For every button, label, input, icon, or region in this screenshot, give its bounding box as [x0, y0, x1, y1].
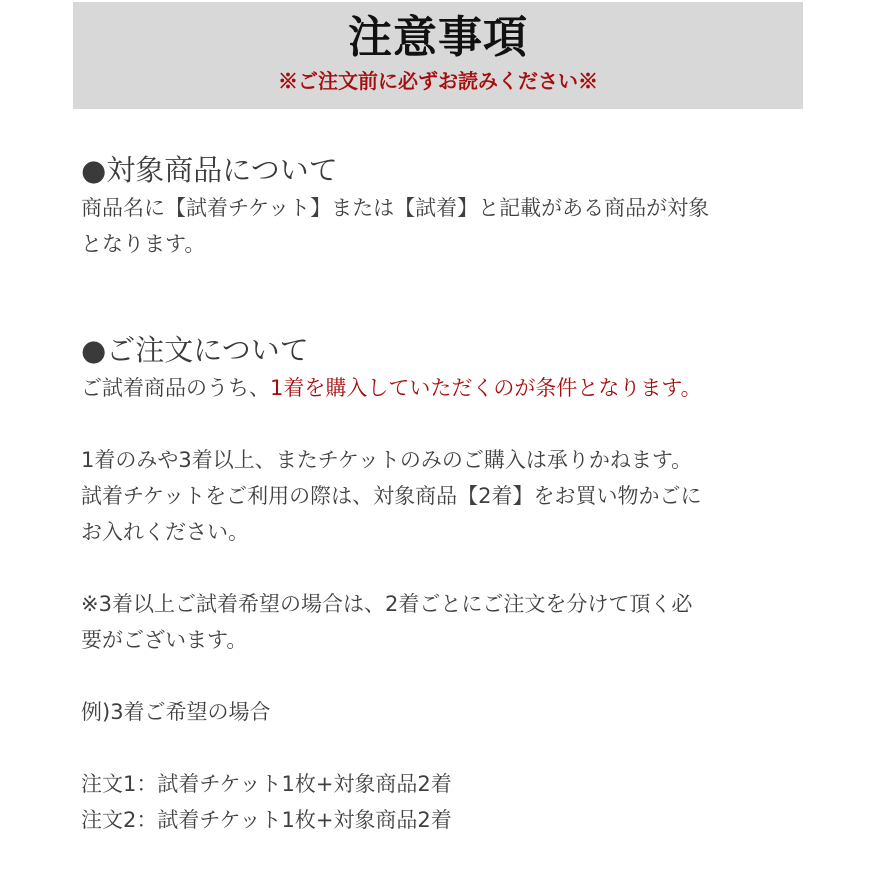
example-order-1: 注文1：試着チケット1枚+対象商品2着 [81, 772, 452, 796]
section-heading-target-products: ●対象商品について [81, 153, 338, 187]
example-title: 例)3着ご希望の場合 [81, 700, 271, 724]
spacer [81, 262, 811, 330]
section-heading-ordering: ●ご注文について [81, 333, 309, 367]
ordering-note-line-2: 要がございます。 [81, 628, 248, 652]
ordering-intro-prefix: ご試着商品のうち、 [81, 376, 270, 400]
example-order-2: 注文2：試着チケット1枚+対象商品2着 [81, 808, 452, 832]
ordering-rule-line-2: 試着チケットをご利用の際は、対象商品【2着】をお買い物かごに [81, 484, 702, 508]
ordering-rule-line-1: 1着のみや3着以上、またチケットのみのご購入は承りかねます。 [81, 448, 693, 472]
ordering-note-line-1: ※3着以上ご試着希望の場合は、2着ごとにご注文を分けて頂く必 [81, 592, 693, 616]
spacer [81, 658, 811, 694]
spacer [81, 406, 811, 442]
target-products-line-2: となります。 [81, 232, 206, 256]
ordering-rule-line-3: お入れください。 [81, 520, 249, 544]
notice-header [73, 2, 803, 109]
ordering-intro [81, 370, 811, 406]
spacer [81, 550, 811, 586]
warning-subtitle: ※ご注文前に必ずお読みください※ [278, 69, 598, 93]
target-products-line-1: 商品名に【試着チケット】または【試着】と記載がある商品が対象 [81, 196, 710, 220]
spacer [81, 730, 811, 766]
notice-content [81, 150, 811, 838]
page-title: 注意事項 [348, 12, 528, 63]
ordering-condition-highlight: 1着を購入していただくのが条件となります。 [270, 376, 702, 400]
